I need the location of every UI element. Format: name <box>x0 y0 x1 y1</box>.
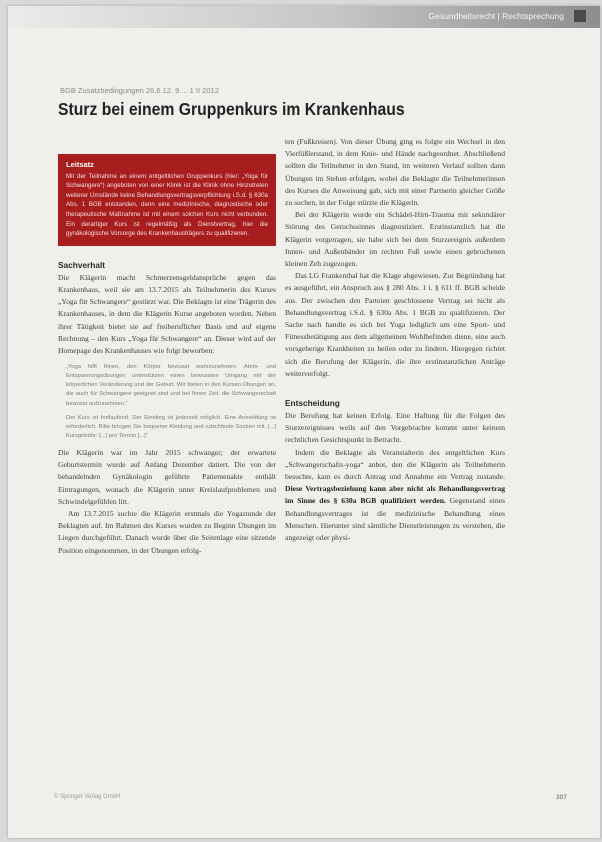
sachverhalt-paragraph-2: Die Klägerin war im Jahr 2015 schwanger; der erwartete Geburtstermin wurde auf Anfang Dezember datiert. Die von der behandelnden Gynäkologin geführte Patientenakte enthält Eintragungen, wonach die Klägerin unter Kreislaufproblemen und Schwindelgefühlen litt. <box>58 447 276 506</box>
quote-paragraph-2: Der Kurs ist fortlaufend. Der Einstieg ist jederzeit möglich. Eine Anmeldung ist erforderlich. Bitte bringen Sie bequeme Kleidung und rutschfeste Socken mit. [...] Kursgebühr: [...] pro Termin [...]“ <box>66 414 276 439</box>
entscheidung-paragraph-2 <box>285 447 505 545</box>
page-number: 307 <box>556 794 567 801</box>
left-column <box>58 154 276 557</box>
entscheidung-heading: Entscheidung <box>285 398 340 409</box>
leitsatz-text: Mit der Teilnahme an einem entgeltlichen Gruppenkurs (hier: „Yoga für Schwangere“) angeboten von einer Klinik ist die Klinik ohne Hinzutreten weiterer Umstände keine Behandlungsvertragsverpflichtung i.S.d. § 630a Abs. 1 BGB entstanden, denn eine medizinische, diagnostische oder therapeutische Maßnahme ist mit einem solchen Kurs nicht verbunden. Ein derartiger Kurs ist regelmäßig als Dienstvertrag, hier die gynäkologische Vorsorge des Krankenhausträgers zu qualifizieren. <box>66 172 268 238</box>
entscheidung-text-b: Gegenstand eines Behandlungsvertrages ist die medizinische Behandlung eines Menschen. Hierunter sind sämtliche Dienstleistungen zu verstehen, die angezeigt oder physi- <box>285 496 505 543</box>
right-column <box>285 136 505 544</box>
right-paragraph-1: ten (Fußkreisen). Von dieser Übung ging es folgte ein Wechsel in den Vierfüßlerstand, in dem Knie- und Hände nachgeordnet. Abschließend sollten die Teilnehmer in den Stand, im weiteren Verlauf sollten dann Übungen im Stehen erfolgen, wobei die Beklagte die Teilnehmerinnen des Kurses die Anweisung gab, sich mit einer Partnerin gleicher Größe zu suchen, in der Folge stürzte die Klägerin. <box>285 137 505 208</box>
sachverhalt-paragraph-3: Am 13.7.2015 suchte die Klägerin erstmals die Yogastunde der Beklagten auf. Im Rahmen des Kurses wurden zu Beginn Übungen im Liegen durchgeführt. Danach wurde über die Seitenlage eine sitzende Position eingenommen, in der Übungen erfolg- <box>58 508 276 555</box>
sachverhalt-heading: Sachverhalt <box>58 259 106 270</box>
leitsatz-box <box>58 154 276 246</box>
entscheidung-emphasis: Diese Vertragsbeziehung kann aber nicht als Behandlungsvertrag im Sinne des § 630a BGB qualifiziert werden. <box>285 484 505 506</box>
sachverhalt-paragraph-1: Die Klägerin macht Schmerzensgeldansprüche gegen das Krankenhaus, weil sie am 13.7.2015 als Teilnehmerin des Kurses „Yoga für Schwangere“ gestürzt war. Die Beklagte ist eine Trägerin des Krankenhauses, in dem die Klägerin Kurse angeboten worden. Neben ihrer Tätigkeit bietet sie auf freiberuflicher Basis und auf eigene Rechnung – den Kurs „Yoga für Schwangere“ an. Dieser wird auf der Homepage des Krankenhauses wie folgt beworben: <box>58 272 276 355</box>
header-band <box>8 6 600 28</box>
article-meta: BGB Zusatzbedingungen 26.6.12. 9 ... 1 II 2012 <box>60 86 219 95</box>
entscheidung-text-a: Indem die Beklagte als Veranstalterin des entgeltlichen Kurs „Schwangerschafts-yoga“ anbot, den die Klägerin als Teilnehmerin besuchte, kam es durch Antrag und Annahme ein Vertrag zustande. <box>285 447 505 482</box>
homepage-quote <box>66 363 276 441</box>
journal-page <box>8 6 600 838</box>
footer-publisher: © Springer Verlag GmbH <box>54 794 121 800</box>
right-paragraph-3: Das LG Frankenthal hat die Klage abgewiesen. Zur Begründung hat es ausgeführt, ein Anspruch aus § 280 Abs. 1 i. § 611 ff. BGB scheide aus. Der zwischen den Parteien geschlossene Vertrag sei nicht als Behandlungsvertrag i.S.d. § 630a Abs. 1 BGB zu qualifizieren. Der Sache nach handle es sich bei Yoga lediglich um eine Sport- und Fitnessbetätigung aus dem allgemeinen Wohlbefinden diene, eine auch vorsgeherige Krankheiten zu heilen oder zu lindern. Hiergegen richtet sich die Berufung der Klägerin, die ihre erstinstanzlichen Anträge weiterverfolgt. <box>285 271 505 378</box>
right-paragraph-2: Bei der Klägerin wurde ein Schädel-Hirn-Trauma mit sekundärer Störung des Geruchssinnes diagnostiziert. Erstinstanzlich hat die Klägerin vorgetragen, sie habe sich bei dem Sturzereignis außerdem Innen- und Außenbänder im rechten Fuß sowie einen gebrochenen kleinen Zeh zugezogen. <box>285 210 505 269</box>
article-title: Sturz bei einem Gruppenkurs im Krankenhaus <box>58 99 405 119</box>
leitsatz-heading: Leitsatz <box>66 160 94 169</box>
section-label: Gesundheitsrecht | Rechtsprechung <box>428 11 564 21</box>
section-spacer <box>285 380 505 398</box>
entscheidung-paragraph-1: Die Berufung hat keinen Erfolg. Eine Haftung für die Folgen des Sturzereignisses weils auf den Vorgebrachte kommt unter keinem rechtlichen Gesichtspunkt in Betracht. <box>285 411 505 445</box>
section-marker-square <box>574 10 586 22</box>
quote-paragraph-1: „Yoga hilft Ihnen, den Körper bewusst wahrzunehmen. Atem- und Entspannungsübungen unterstützen einen bewussten Umgang mit der körperlichen Veränderung und der Geburt. Wir bieten in den Kursen Übungen an, die auch für Schwangere geeignet sind und bei Ihnen Zeit, die Schwangerschaft bewusst aufzunehmen.“ <box>66 364 276 407</box>
